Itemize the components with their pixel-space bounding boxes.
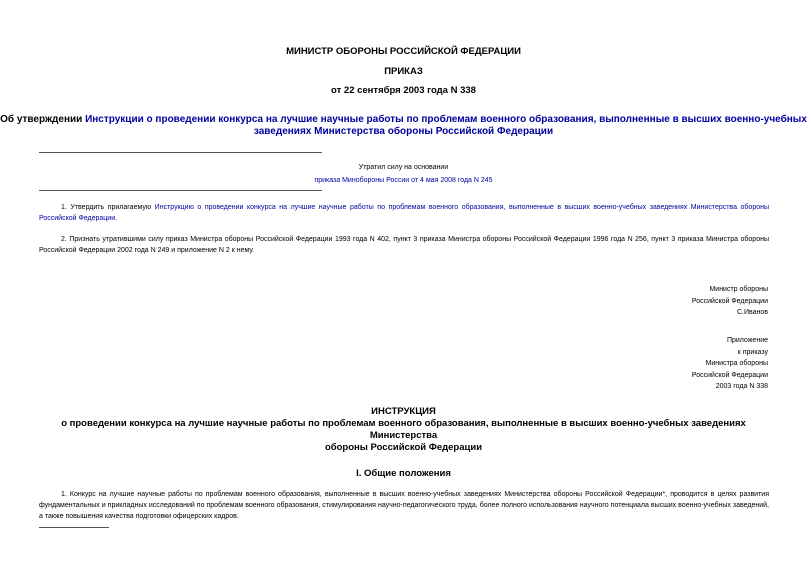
appendix-block xyxy=(692,335,768,393)
item1-prefix: 1. Утвердить прилагаемую xyxy=(61,204,155,211)
status-note-link[interactable]: приказа Минобороны России от 4 мая 2008 года N 245 xyxy=(314,177,493,184)
order-item-1 xyxy=(39,202,769,224)
appendix-line-3: Министра обороны xyxy=(705,360,768,367)
title-line-1 xyxy=(0,114,807,126)
appendix-line-1: Приложение xyxy=(726,337,768,344)
instruction-subtitle xyxy=(39,418,768,454)
divider-bottom xyxy=(39,190,322,191)
title-instruction-link[interactable]: Инструкции о проведении конкурса на лучшие научные работы по проблемам военного образования, выполненные в высших военно-учебных xyxy=(85,114,807,125)
appendix-line-5: 2003 года N 338 xyxy=(715,383,768,390)
title-instruction-link-line2[interactable]: заведениях Министерства обороны Российской Федерации xyxy=(253,126,554,137)
item1-instruction-link[interactable]: Инструкцию о проведении конкурса на лучшие научные работы по проблемам военного образования, выполненные в высших военно-учебных заведениях Министерства обороны Российской Федерации xyxy=(39,204,769,222)
footnote-divider xyxy=(39,527,109,528)
order-item-2: 2. Признать утратившими силу приказ Министра обороны Российской Федерации 1993 года N 402, пункт 3 приказа Министра обороны Российской Федерации 1996 года N 256, пункт 3 приказа Министра обороны Российской Федерации 2002 года N 249 и приложение N 2 к нему. xyxy=(39,236,769,254)
doc-type-heading: ПРИКАЗ xyxy=(384,66,423,77)
section-1-heading: I. Общие положения xyxy=(356,468,451,479)
signature-name: С.Иванов xyxy=(736,309,768,316)
appendix-line-2: к приказу xyxy=(737,348,768,356)
signature-title: Министр обороны xyxy=(709,286,768,293)
instruction-subtitle-line-1: о проведении конкурса на лучшие научные работы по проблемам военного образования, выполненные в высших военно-учебных заведениях Министерства xyxy=(61,418,746,441)
instruction-heading: ИНСТРУКЦИЯ xyxy=(371,406,436,417)
document-title xyxy=(0,114,807,138)
appendix-line-4: Российской Федерации xyxy=(691,371,768,379)
date-number: от 22 сентября 2003 года N 338 xyxy=(331,85,476,96)
title-prefix: Об утверждении xyxy=(0,114,86,125)
signature-org: Российской Федерации xyxy=(691,297,768,305)
section-1-paragraph-1: 1. Конкурс на лучшие научные работы по проблемам военного образования, выполненные в высших военно-учебных заведениях Министерства обороны Российской Федерации*, проводится в целях развития фундаментальных и прикладных исследований по проблемам военного образования, стимулирования научно-педагогического труда, более полного использования научного потенциала высших военно-учебных заведений, а также повышения качества подготовки офицерских кадров. xyxy=(39,491,769,520)
signature-block xyxy=(692,284,768,319)
ministry-heading: МИНИСТР ОБОРОНЫ РОССИЙСКОЙ ФЕДЕРАЦИИ xyxy=(286,46,521,57)
divider-top xyxy=(39,152,322,153)
item1-suffix: . xyxy=(115,215,118,222)
instruction-subtitle-line-2: обороны Российской Федерации xyxy=(324,442,483,453)
status-note-text: Утратил силу на основании xyxy=(358,164,449,171)
